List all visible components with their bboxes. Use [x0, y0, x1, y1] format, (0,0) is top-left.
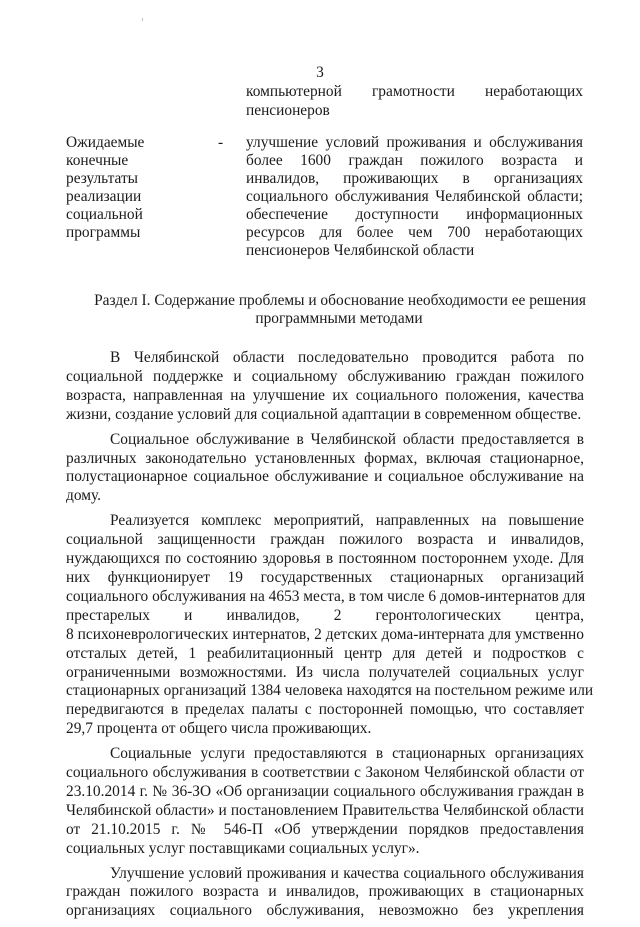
paragraph-line: Челябинской области» и постановлением Правительства Челябинской области: [66, 801, 584, 819]
paragraph-line: В Челябинской области последовательно проводится работа по: [110, 349, 584, 366]
section-title-line: программными методами: [255, 310, 423, 327]
paragraph-line: 23.10.2014 г. № 36-ЗО «Об организации социального обслуживания граждан в: [66, 782, 584, 800]
paragraph-line: социального обслуживания на 4653 места, в том числе 6 домов-интернатов для: [66, 587, 586, 605]
label-line: программы: [66, 224, 141, 241]
paragraph-line: престарелых и инвалидов, 2 геронтологических центра,: [66, 606, 584, 624]
value-line: социального обслуживания Челябинской области;: [246, 188, 583, 205]
paragraph-line: нуждающихся по состоянию здоровья в постоянном постороннем уходе. Для: [66, 550, 584, 568]
paragraph-line: ограниченными возможностями. Из числа получателей социальных услуг: [66, 663, 584, 681]
paragraph-line: них функционирует 19 государственных стационарных организаций: [66, 568, 584, 586]
table-dash: -: [218, 134, 224, 151]
paragraph-line: передвигаются в пределах палаты с посторонней помощью, что составляет: [66, 701, 584, 719]
value-line: улучшение условий проживания и обслуживания: [246, 134, 583, 151]
paragraph-line: от 21.10.2015 г. № 546-П «Об утверждении порядков предоставления: [66, 820, 584, 838]
section-heading: [66, 292, 586, 328]
paragraph-line: возраста, направленная на улучшение их социального положения, качества: [66, 386, 584, 404]
paragraph-line: Реализуется комплекс мероприятий, направленных на повышение: [110, 512, 584, 530]
paragraph-line: 8 психоневрологических интернатов, 2 детских дома-интерната для умственно: [66, 625, 584, 643]
page-number: 3: [316, 64, 324, 81]
paragraph-line: 29,7 процента от общего числа проживающих.: [66, 720, 372, 738]
paragraph-line: полустационарное социальное обслуживание и социальное обслуживание на: [66, 468, 584, 486]
paragraph-line: организациях социального обслуживания, невозможно без укрепления: [66, 902, 584, 920]
label-line: социальной: [66, 206, 143, 223]
paragraph-line: социального обслуживания в соответствии с Законом Челябинской области от: [66, 764, 584, 782]
label-line: Ожидаемые: [66, 134, 145, 151]
paragraph: [66, 349, 584, 425]
paragraph-line: отсталых детей, 1 реабилитационный центр для детей и подростков с: [66, 644, 584, 662]
value-line: более 1600 граждан пожилого возраста и: [246, 152, 583, 169]
paragraph-line: Социальное обслуживание в Челябинской области предоставляется в: [110, 430, 584, 448]
paragraph-line: Улучшение условий проживания и качества социального обслуживания: [110, 864, 584, 882]
label-line: конечные: [66, 152, 129, 169]
paragraph: [66, 865, 584, 922]
paragraph-line: жизни, создание условий для социальной адаптации в современном обществе.: [66, 405, 582, 423]
continued-table-text: [246, 82, 583, 120]
paragraph-line: дому.: [66, 487, 101, 505]
continued-line: пенсионеров: [246, 102, 330, 119]
paragraph-line: стационарных организаций 1384 человека находятся на постельном режиме или: [66, 682, 594, 700]
paragraph-line: социальных услуг поставщиками социальных услуг».: [66, 839, 420, 857]
value-line: обеспечение доступности информационных: [246, 206, 583, 223]
label-line: результаты: [66, 170, 139, 187]
paragraph-line: граждан пожилого возраста и инвалидов, проживающих в стационарных: [66, 883, 584, 901]
paragraph: [66, 512, 594, 739]
paragraph-line: различных законодательно установленных формах, включая стационарное,: [66, 449, 584, 467]
expected-results-label: [66, 134, 206, 242]
section-title-line: Раздел I. Содержание проблемы и обоснование необходимости ее решения: [94, 292, 586, 309]
paragraph-line: Социальные услуги предоставляются в стационарных организациях: [110, 745, 584, 763]
body-text: [66, 349, 594, 927]
paragraph: [66, 745, 584, 858]
value-line: пенсионеров Челябинской области: [246, 242, 475, 259]
paragraph-line: социальной поддержке и социальному обслуживанию граждан пожилого: [66, 367, 584, 385]
value-line: инвалидов, проживающих в организациях: [246, 170, 583, 187]
scan-artifact: [142, 18, 143, 21]
label-line: реализации: [66, 188, 142, 205]
value-line: ресурсов для более чем 700 неработающих: [246, 224, 583, 241]
expected-results-value: [246, 134, 583, 260]
paragraph: [66, 431, 584, 507]
paragraph-line: социальной защищенности граждан пожилого возраста и инвалидов,: [66, 531, 584, 549]
continued-line: компьютерной грамотности неработающих: [246, 83, 583, 100]
